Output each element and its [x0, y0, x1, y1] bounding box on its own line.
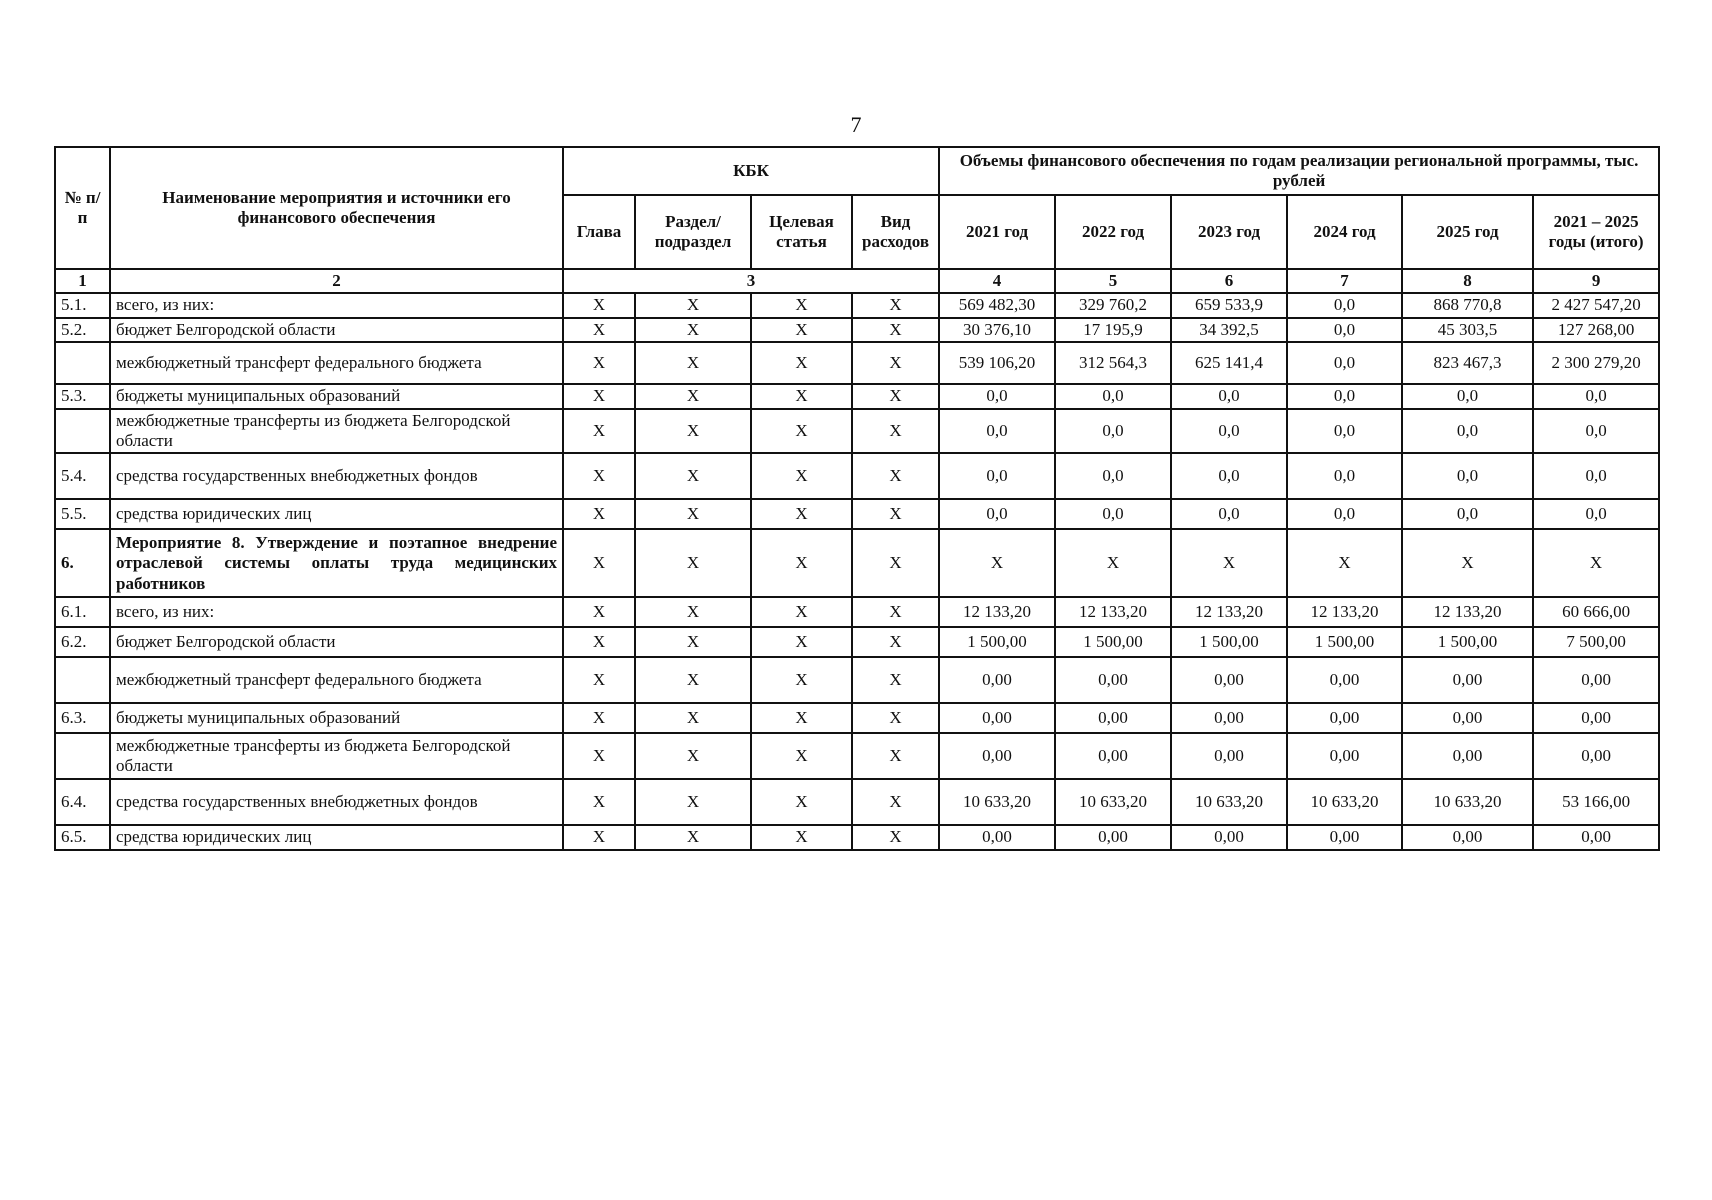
value-cell: 329 760,2 — [1055, 293, 1171, 317]
value-cell: 0,0 — [1287, 293, 1402, 317]
kbk-cell: Х — [852, 342, 939, 384]
row-number: 6.3. — [55, 703, 110, 733]
kbk-cell: Х — [852, 657, 939, 703]
kbk-cell: Х — [563, 597, 635, 627]
row-name: межбюджетный трансферт федерального бюджета — [110, 342, 563, 384]
row-number: 6.2. — [55, 627, 110, 657]
row-name: Мероприятие 8. Утверждение и поэтапное внедрение отраслевой системы оплаты труда медицинских работников — [110, 529, 563, 597]
value-cell: 0,0 — [1287, 409, 1402, 454]
value-cell: 2 427 547,20 — [1533, 293, 1659, 317]
kbk-cell: Х — [751, 529, 852, 597]
index-cell: 3 — [563, 269, 939, 293]
kbk-cell: Х — [852, 384, 939, 408]
table-row — [55, 384, 1659, 408]
row-name: бюджет Белгородской области — [110, 627, 563, 657]
value-cell: 1 500,00 — [1287, 627, 1402, 657]
kbk-cell: Х — [563, 733, 635, 779]
kbk-cell: Х — [563, 499, 635, 529]
value-cell: 10 633,20 — [1055, 779, 1171, 825]
row-name: средства государственных внебюджетных фондов — [110, 453, 563, 499]
kbk-cell: Х — [563, 627, 635, 657]
kbk-cell: Х — [563, 825, 635, 849]
value-cell: 0,0 — [939, 499, 1055, 529]
header-kbk-razdel: Раздел/ подраздел — [635, 195, 751, 269]
header-year-2023: 2023 год — [1171, 195, 1287, 269]
value-cell: 625 141,4 — [1171, 342, 1287, 384]
kbk-cell: Х — [751, 499, 852, 529]
kbk-cell: Х — [563, 779, 635, 825]
row-number — [55, 342, 110, 384]
kbk-cell: Х — [635, 453, 751, 499]
index-cell: 6 — [1171, 269, 1287, 293]
header-num: № п/п — [55, 147, 110, 269]
row-number: 5.1. — [55, 293, 110, 317]
kbk-cell: Х — [563, 342, 635, 384]
kbk-cell: Х — [635, 384, 751, 408]
kbk-cell: Х — [563, 318, 635, 342]
row-name: межбюджетные трансферты из бюджета Белгородской области — [110, 733, 563, 779]
value-cell: 0,0 — [1533, 409, 1659, 454]
value-cell: 10 633,20 — [1402, 779, 1533, 825]
row-number: 6.4. — [55, 779, 110, 825]
financing-table — [54, 146, 1660, 851]
value-cell: 0,0 — [1055, 384, 1171, 408]
value-cell: 0,0 — [1402, 499, 1533, 529]
table-row — [55, 293, 1659, 317]
value-cell: 12 133,20 — [1055, 597, 1171, 627]
header-name: Наименование мероприятия и источники его финансового обеспечения — [110, 147, 563, 269]
row-name: всего, из них: — [110, 597, 563, 627]
kbk-cell: Х — [563, 657, 635, 703]
kbk-cell: Х — [751, 779, 852, 825]
value-cell: 0,0 — [1287, 342, 1402, 384]
header-year-2024: 2024 год — [1287, 195, 1402, 269]
value-cell: 0,00 — [939, 703, 1055, 733]
row-number — [55, 733, 110, 779]
header-kbk-statya: Целевая статья — [751, 195, 852, 269]
table-row — [55, 453, 1659, 499]
kbk-cell: Х — [852, 499, 939, 529]
table-row — [55, 318, 1659, 342]
kbk-cell: Х — [852, 627, 939, 657]
value-cell: 0,00 — [1402, 825, 1533, 849]
table-row — [55, 627, 1659, 657]
value-cell: 0,0 — [1171, 453, 1287, 499]
value-cell: 0,00 — [1287, 703, 1402, 733]
kbk-cell: Х — [635, 657, 751, 703]
row-name: межбюджетный трансферт федерального бюджета — [110, 657, 563, 703]
header-kbk: КБК — [563, 147, 939, 195]
kbk-cell: Х — [852, 779, 939, 825]
header-kbk-vid: Вид расходов — [852, 195, 939, 269]
row-number: 6.5. — [55, 825, 110, 849]
row-name: всего, из них: — [110, 293, 563, 317]
value-cell: 868 770,8 — [1402, 293, 1533, 317]
table-row — [55, 779, 1659, 825]
table-row — [55, 529, 1659, 597]
row-number: 5.5. — [55, 499, 110, 529]
value-cell: 539 106,20 — [939, 342, 1055, 384]
value-cell: 0,00 — [1055, 657, 1171, 703]
row-number — [55, 657, 110, 703]
kbk-cell: Х — [852, 733, 939, 779]
header-year-2022: 2022 год — [1055, 195, 1171, 269]
header-volumes: Объемы финансового обеспечения по годам реализации региональной программы, тыс. рублей — [939, 147, 1659, 195]
row-name: бюджеты муниципальных образований — [110, 384, 563, 408]
kbk-cell: Х — [563, 529, 635, 597]
kbk-cell: Х — [563, 384, 635, 408]
value-cell: 0,0 — [1402, 453, 1533, 499]
kbk-cell: Х — [751, 342, 852, 384]
kbk-cell: Х — [635, 293, 751, 317]
value-cell: 12 133,20 — [1287, 597, 1402, 627]
kbk-cell: Х — [852, 293, 939, 317]
table-row — [55, 825, 1659, 849]
value-cell: 0,0 — [1402, 384, 1533, 408]
value-cell: 1 500,00 — [1055, 627, 1171, 657]
table-body — [55, 293, 1659, 849]
value-cell: 0,0 — [1533, 384, 1659, 408]
value-cell: 0,00 — [1402, 733, 1533, 779]
value-cell: 0,0 — [939, 409, 1055, 454]
row-name: средства юридических лиц — [110, 825, 563, 849]
header-year-2025: 2025 год — [1402, 195, 1533, 269]
value-cell: 0,0 — [1533, 499, 1659, 529]
value-cell: 0,00 — [1533, 703, 1659, 733]
kbk-cell: Х — [563, 293, 635, 317]
value-cell: 0,00 — [1533, 657, 1659, 703]
value-cell: 10 633,20 — [939, 779, 1055, 825]
kbk-cell: Х — [751, 597, 852, 627]
index-cell: 9 — [1533, 269, 1659, 293]
table-row — [55, 733, 1659, 779]
page-number: 7 — [850, 112, 862, 137]
row-name: бюджеты муниципальных образований — [110, 703, 563, 733]
row-name: средства государственных внебюджетных фондов — [110, 779, 563, 825]
value-cell: 60 666,00 — [1533, 597, 1659, 627]
value-cell: 0,00 — [1171, 733, 1287, 779]
value-cell: 659 533,9 — [1171, 293, 1287, 317]
table-row — [55, 342, 1659, 384]
kbk-cell: Х — [852, 409, 939, 454]
value-cell: 10 633,20 — [1171, 779, 1287, 825]
value-cell: 0,0 — [1171, 499, 1287, 529]
kbk-cell: Х — [751, 733, 852, 779]
table-row — [55, 703, 1659, 733]
value-cell: 0,0 — [1287, 384, 1402, 408]
value-cell: 0,00 — [1171, 825, 1287, 849]
value-cell: 0,0 — [1055, 409, 1171, 454]
kbk-cell: Х — [635, 409, 751, 454]
kbk-cell: Х — [563, 703, 635, 733]
table-row — [55, 499, 1659, 529]
kbk-cell: Х — [751, 293, 852, 317]
kbk-cell: Х — [635, 529, 751, 597]
value-cell: 1 500,00 — [1402, 627, 1533, 657]
value-cell: Х — [1402, 529, 1533, 597]
value-cell: 0,00 — [1402, 703, 1533, 733]
row-name: бюджет Белгородской области — [110, 318, 563, 342]
value-cell: 0,00 — [939, 733, 1055, 779]
value-cell: 0,0 — [1055, 453, 1171, 499]
kbk-cell: Х — [751, 627, 852, 657]
value-cell: 0,0 — [1171, 409, 1287, 454]
header-year-total: 2021 – 2025 годы (итого) — [1533, 195, 1659, 269]
value-cell: 12 133,20 — [939, 597, 1055, 627]
row-name: межбюджетные трансферты из бюджета Белгородской области — [110, 409, 563, 454]
value-cell: 823 467,3 — [1402, 342, 1533, 384]
value-cell: Х — [1287, 529, 1402, 597]
header-kbk-glava: Глава — [563, 195, 635, 269]
row-name: средства юридических лиц — [110, 499, 563, 529]
value-cell: 0,00 — [1287, 733, 1402, 779]
value-cell: 0,00 — [939, 657, 1055, 703]
value-cell: 0,00 — [1287, 825, 1402, 849]
value-cell: 0,00 — [1055, 825, 1171, 849]
table-row — [55, 597, 1659, 627]
kbk-cell: Х — [635, 703, 751, 733]
kbk-cell: Х — [635, 825, 751, 849]
value-cell: 10 633,20 — [1287, 779, 1402, 825]
row-number: 6.1. — [55, 597, 110, 627]
kbk-cell: Х — [635, 779, 751, 825]
value-cell: 0,00 — [1055, 733, 1171, 779]
value-cell: Х — [1055, 529, 1171, 597]
value-cell: 0,00 — [939, 825, 1055, 849]
value-cell: 12 133,20 — [1171, 597, 1287, 627]
value-cell: 0,0 — [1171, 384, 1287, 408]
value-cell: 0,0 — [1287, 453, 1402, 499]
value-cell: 17 195,9 — [1055, 318, 1171, 342]
value-cell: 0,0 — [1287, 499, 1402, 529]
kbk-cell: Х — [751, 409, 852, 454]
value-cell: Х — [1533, 529, 1659, 597]
kbk-cell: Х — [751, 825, 852, 849]
kbk-cell: Х — [852, 825, 939, 849]
table-header — [55, 147, 1659, 293]
value-cell: 45 303,5 — [1402, 318, 1533, 342]
value-cell: 7 500,00 — [1533, 627, 1659, 657]
value-cell: 2 300 279,20 — [1533, 342, 1659, 384]
value-cell: Х — [939, 529, 1055, 597]
row-number: 6. — [55, 529, 110, 597]
kbk-cell: Х — [751, 318, 852, 342]
value-cell: 569 482,30 — [939, 293, 1055, 317]
value-cell: 127 268,00 — [1533, 318, 1659, 342]
value-cell: 0,0 — [1287, 318, 1402, 342]
value-cell: 0,00 — [1055, 703, 1171, 733]
kbk-cell: Х — [852, 318, 939, 342]
kbk-cell: Х — [635, 342, 751, 384]
table-row — [55, 657, 1659, 703]
kbk-cell: Х — [635, 499, 751, 529]
kbk-cell: Х — [563, 453, 635, 499]
value-cell: 53 166,00 — [1533, 779, 1659, 825]
value-cell: 0,00 — [1533, 825, 1659, 849]
header-year-2021: 2021 год — [939, 195, 1055, 269]
value-cell: 1 500,00 — [1171, 627, 1287, 657]
index-cell: 2 — [110, 269, 563, 293]
kbk-cell: Х — [635, 733, 751, 779]
value-cell: Х — [1171, 529, 1287, 597]
value-cell: 30 376,10 — [939, 318, 1055, 342]
index-cell: 7 — [1287, 269, 1402, 293]
kbk-cell: Х — [635, 627, 751, 657]
index-cell: 4 — [939, 269, 1055, 293]
kbk-cell: Х — [635, 318, 751, 342]
value-cell: 0,00 — [1533, 733, 1659, 779]
value-cell: 34 392,5 — [1171, 318, 1287, 342]
kbk-cell: Х — [751, 703, 852, 733]
kbk-cell: Х — [563, 409, 635, 454]
row-number: 5.4. — [55, 453, 110, 499]
kbk-cell: Х — [751, 384, 852, 408]
kbk-cell: Х — [852, 529, 939, 597]
index-cell: 1 — [55, 269, 110, 293]
value-cell: 0,0 — [939, 384, 1055, 408]
value-cell: 0,0 — [1402, 409, 1533, 454]
value-cell: 0,00 — [1287, 657, 1402, 703]
kbk-cell: Х — [852, 453, 939, 499]
value-cell: 1 500,00 — [939, 627, 1055, 657]
kbk-cell: Х — [635, 597, 751, 627]
value-cell: 0,0 — [939, 453, 1055, 499]
value-cell: 0,00 — [1171, 703, 1287, 733]
kbk-cell: Х — [852, 703, 939, 733]
value-cell: 312 564,3 — [1055, 342, 1171, 384]
kbk-cell: Х — [751, 453, 852, 499]
value-cell: 0,00 — [1171, 657, 1287, 703]
value-cell: 0,0 — [1533, 453, 1659, 499]
kbk-cell: Х — [852, 597, 939, 627]
value-cell: 0,0 — [1055, 499, 1171, 529]
row-number: 5.2. — [55, 318, 110, 342]
kbk-cell: Х — [751, 657, 852, 703]
index-cell: 8 — [1402, 269, 1533, 293]
index-cell: 5 — [1055, 269, 1171, 293]
row-number: 5.3. — [55, 384, 110, 408]
row-number — [55, 409, 110, 454]
table-row — [55, 409, 1659, 454]
value-cell: 0,00 — [1402, 657, 1533, 703]
value-cell: 12 133,20 — [1402, 597, 1533, 627]
